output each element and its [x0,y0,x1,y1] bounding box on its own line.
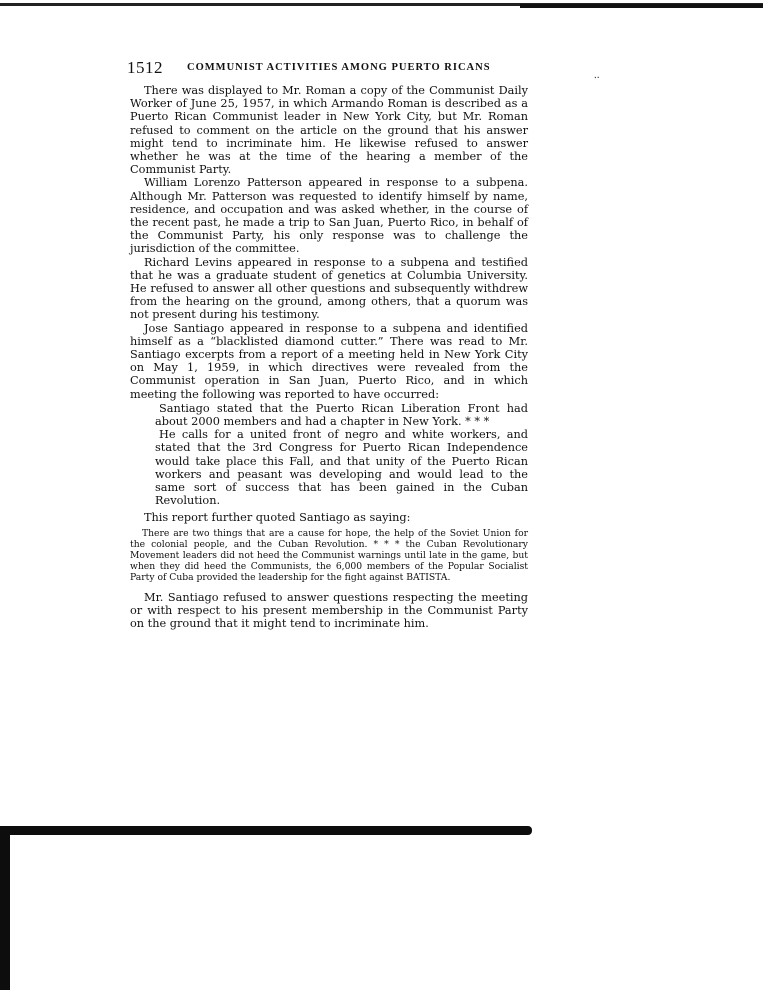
left-scan-border [0,830,10,990]
page-number: 1512 [127,58,163,77]
top-scan-border [0,0,763,8]
bottom-scan-border [0,826,532,835]
final-paragraph: Mr. Santiago refused to answer questions respecting the meeting or with respect to his present membership in the Communist Party on the ground that it might tend to incriminate him. [130,590,528,631]
paragraph-roman: There was displayed to Mr. Roman a copy of the Communist Daily Worker of June 25, 1957, in which Armando Roman is described as a Puerto Rican Communist leader in New York City, but Mr. Roman refused to comment on the article on the ground that his answer might tend to incriminate him. He likewise refused to answer whether he was at the time of the hearing a member of the Communist Party. [130,84,528,177]
block-quote-line: Santiago stated that the Puerto Rican Liberation Front had about 2000 members and had a chapter in New York. * * * [155,401,528,429]
paragraph-santiago: Jose Santiago appeared in response to a subpena and identified himself as a “blacklisted diamond cutter.” There was read to Mr. Santiago excerpts from a report of a meeting held in New York City on May 1, 1959, in which directives were revealed from the Communist operation in San Juan, Puerto Rico, and in which meeting the following was reported to have occurred: [130,321,528,401]
running-title: COMMUNIST ACTIVITIES AMONG PUERTO RICANS [187,62,491,73]
quote-lead-in: This report further quoted Santiago as saying: [144,510,411,524]
block-quote [130,402,528,508]
scan-speck: ⸱· [594,73,600,84]
paragraph-levins: Richard Levins appeared in response to a subpena and testified that he was a graduate student of genetics at Columbia University. He refused to answer all other questions and subsequently withdrew from the hearing on the ground, among others, that a quorum was not present during his testimony. [130,255,528,322]
paragraph-patterson: William Lorenzo Patterson appeared in response to a subpena. Although Mr. Patterson was requested to identify himself by name, residence, and occupation and was asked whether, in the course of the recent past, he made a trip to San Juan, Puerto Rico, in behalf of the Communist Party, his only response was to challenge the jurisdiction of the committee. [130,176,528,256]
page-header [127,58,547,76]
small-quote: There are two things that are a cause for hope, the help of the Soviet Union for the colonial people, and the Cuban Revolution. * * * the Cuban Revolutionary Movement leaders did not heed the Communist warnings until late in the game, but when they did heed the Communists, the 6,000 members of the Popular Socialist Party of Cuba provided the leadership for the fight against BATISTA. [130,527,528,583]
block-quote-line: He calls for a united front of negro and white workers, and stated that the 3rd Congress for Puerto Rican Independence would take place this Fall, and that unity of the Puerto Rican workers and peasant was developing and would lead to the same sort of success that has been gained in the Cuban Revolution. [155,428,528,508]
document-body [130,84,528,630]
